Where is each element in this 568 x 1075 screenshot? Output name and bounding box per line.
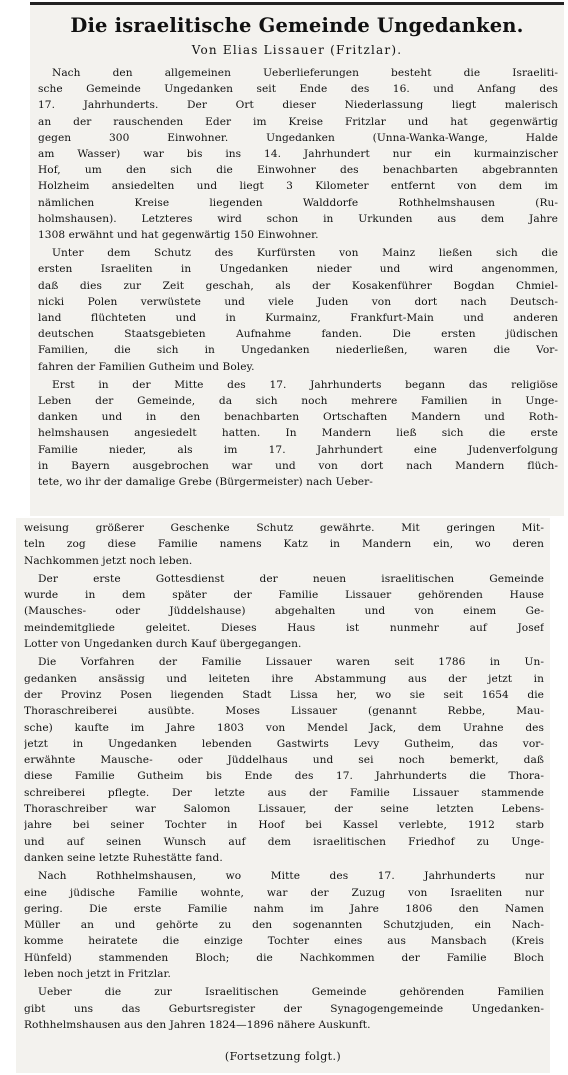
- text-line: Lotter von Ungedanken durch Kauf übergegangen.: [24, 638, 302, 651]
- text-line: gegen 300 Einwohner. Ungedanken (Unna-Wanka-Wange, Halde: [38, 131, 558, 144]
- text-line: Holzheim ansiedelten und liegt 3 Kilometer entfernt von dem im: [38, 180, 558, 193]
- text-line: Hof, um den sich die Einwohner des benachbarten abgebrannten: [38, 164, 558, 177]
- text-line: leben noch jetzt in Fritzlar.: [24, 968, 171, 981]
- text-line: wurde in dem später der Familie Lissauer gehörenden Hause: [24, 589, 544, 602]
- paragraph: [16, 868, 550, 982]
- text-line: ersten Israeliten in Ungedanken nieder und wird angenommen,: [38, 263, 558, 276]
- text-line: (Mausches- oder Jüddelshause) abgehalten und von einem Ge-: [24, 605, 544, 618]
- text-line: und auf seinen Wunsch auf dem israelitischen Friedhof zu Unge-: [24, 835, 544, 848]
- text-line: daß dies zur Zeit geschah, als der Kosakenführer Bogdan Chmiel-: [38, 279, 558, 292]
- article-clipping-bottom: [16, 518, 550, 1073]
- text-line: holmshausen). Letzteres wird schon in Urkunden aus dem Jahre: [38, 212, 558, 225]
- text-line: Nach den allgemeinen Ueberlieferungen besteht die Israeliti-: [52, 67, 558, 79]
- text-line: Unter dem Schutz des Kurfürsten von Mainz ließen sich die: [52, 247, 558, 260]
- text-line: Rothhelmshausen aus den Jahren 1824—1896 nähere Auskunft.: [24, 1018, 371, 1031]
- text-line: Hünfeld) stammenden Bloch; die Nachkommen der Familie Bloch: [24, 951, 544, 964]
- text-line: danken und in den benachbarten Ortschaften Mandern und Roth-: [38, 411, 558, 424]
- continuation-note: (Fortsetzung folgt.): [224, 1050, 342, 1063]
- paragraph: [16, 520, 550, 569]
- text-line: Nach Rothhelmshausen, wo Mitte des 17. Jahrhunderts nur: [38, 870, 544, 883]
- paragraph: [30, 245, 564, 375]
- text-line: Nachkommen jetzt noch leben.: [24, 554, 193, 567]
- text-line: sche Gemeinde Ungedanken seit Ende des 16. und Anfang des: [38, 83, 558, 96]
- text-line: in Bayern ausgebrochen war und von dort nach Mandern flüch-: [38, 459, 558, 472]
- paragraph: [16, 571, 550, 652]
- text-line: gedanken ansässig und leiteten ihre Abstammung aus der jetzt in: [24, 672, 544, 685]
- text-line: erwähnte Mausche- oder Jüddelhaus und sei noch bemerkt, daß: [24, 754, 544, 767]
- text-line: Familien, die sich in Ungedanken niederließen, waren die Vor-: [38, 344, 558, 357]
- text-line: Familie nieder, als im 17. Jahrhundert eine Judenverfolgung: [38, 443, 558, 456]
- text-line: Leben der Gemeinde, da sich noch mehrere Familien in Unge-: [38, 395, 558, 408]
- text-line: Müller an und gehörte zu den sogenannten Schutzjuden, ein Nach-: [24, 919, 544, 932]
- article-body-bottom: [16, 520, 550, 1033]
- text-line: komme heiratete die einzige Tochter eines aus Mansbach (Kreis: [24, 935, 544, 948]
- text-line: Erst in der Mitte des 17. Jahrhunderts begann das religiöse: [52, 378, 558, 391]
- text-line: weisung größerer Geschenke Schutz gewährte. Mit geringen Mit-: [24, 522, 544, 534]
- text-line: sche) kaufte im Jahre 1803 von Mendel Jack, dem Urahne des: [24, 721, 544, 734]
- text-line: helmshausen angesiedelt hatten. In Mandern ließ sich die erste: [38, 427, 558, 440]
- text-line: danken seine letzte Ruhestätte fand.: [24, 851, 223, 864]
- text-line: jahre bei seiner Tochter in Hoof bei Kassel verlebte, 1912 starb: [24, 819, 544, 832]
- text-line: diese Familie Gutheim bis Ende des 17. Jahrhunderts die Thora-: [24, 770, 544, 783]
- text-line: schreiberei pflegte. Der letzte aus der Familie Lissauer stammende: [24, 786, 544, 799]
- paragraph: [30, 65, 564, 243]
- article-body-top: [30, 65, 564, 490]
- text-line: Ueber die zur Israelitischen Gemeinde gehörenden Familien: [38, 986, 544, 999]
- text-line: eine jüdische Familie wohnte, war der Zuzug von Israeliten nur: [24, 886, 544, 899]
- text-line: nämlichen Kreise liegenden Walddorfe Rothhelmshausen (Ru-: [38, 196, 558, 209]
- text-line: tete, wo ihr der damalige Grebe (Bürgermeister) nach Ueber-: [38, 476, 373, 489]
- paragraph: [30, 377, 564, 490]
- article-byline: Von Elias Lissauer (Fritzlar).: [191, 43, 403, 57]
- text-line: nicki Polen verwüstete und viele Juden von dort nach Deutsch-: [38, 295, 558, 308]
- text-line: teln zog diese Familie namens Katz in Mandern ein, wo deren: [24, 538, 544, 551]
- paragraph: [16, 654, 550, 866]
- article-title: Die israelitische Gemeinde Ungedanken.: [70, 14, 524, 37]
- text-line: fahren der Familien Gutheim und Boley.: [38, 360, 255, 373]
- article-clipping-top: [30, 2, 564, 516]
- text-line: Thoraschreiber war Salomon Lissauer, der seine letzten Lebens-: [24, 803, 544, 816]
- text-line: gibt uns das Geburtsregister der Synagogengemeinde Ungedanken-: [24, 1002, 544, 1015]
- text-line: am Wasser) war bis ins 14. Jahrhundert nur ein kurmainzischer: [38, 148, 558, 161]
- text-line: land flüchteten und in Kurmainz, Frankfurt-Main und anderen: [38, 312, 558, 325]
- text-line: an der rauschenden Eder im Kreise Fritzlar und hat gegenwärtig: [38, 115, 558, 128]
- text-line: 17. Jahrhunderts. Der Ort dieser Niederlassung liegt malerisch: [38, 99, 558, 112]
- paragraph: [16, 984, 550, 1033]
- text-line: gering. Die erste Familie nahm im Jahre 1806 den Namen: [24, 902, 544, 915]
- text-line: Die Vorfahren der Familie Lissauer waren seit 1786 in Un-: [38, 656, 544, 669]
- text-line: jetzt in Ungedanken lebenden Gastwirts Levy Gutheim, das vor-: [24, 737, 544, 750]
- text-line: deutschen Staatsgebieten Aufnahme fanden. Die ersten jüdischen: [38, 328, 558, 341]
- text-line: meindemitgliede geleitet. Dieses Haus ist nunmehr auf Josef: [24, 621, 544, 634]
- text-line: Thoraschreiberei ausübte. Moses Lissauer (genannt Rebbe, Mau-: [24, 705, 544, 718]
- text-line: Der erste Gottesdienst der neuen israelitischen Gemeinde: [38, 572, 544, 585]
- text-line: der Provinz Posen liegenden Stadt Lissa her, wo sie seit 1654 die: [24, 688, 544, 701]
- text-line: 1308 erwähnt und hat gegenwärtig 150 Einwohner.: [38, 229, 319, 242]
